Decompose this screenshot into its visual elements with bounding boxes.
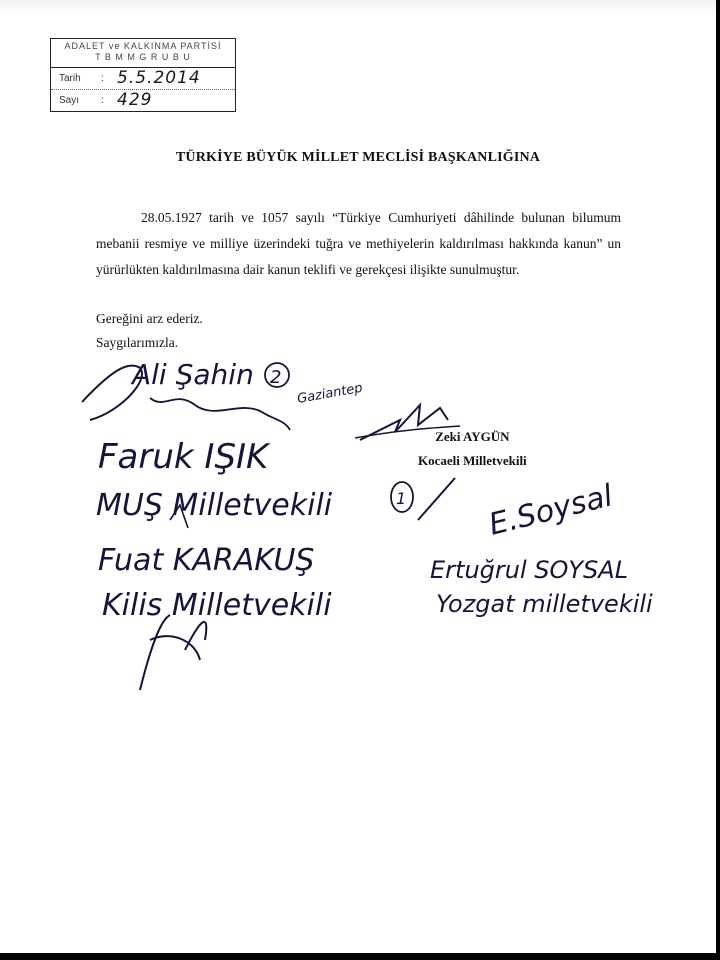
stamp-date-label: Tarih [59,73,81,84]
sig-2-title: MUŞ Milletvekili [96,488,333,523]
document-title: TÜRKİYE BÜYÜK MİLLET MECLİSİ BAŞKANLIĞINA [175,150,541,165]
signer-name: Zeki AYGÜN [435,429,510,444]
signer-title: Kocaeli Milletvekili [418,453,527,468]
sig-4-number: 1 [396,489,407,508]
signature-underline [355,426,460,438]
sig-1-city: Gaziantep [296,380,364,407]
stamp-number-label: Sayı [59,95,80,106]
signature-zeki-aygun [355,405,460,440]
stamp-colon: : [101,73,104,84]
signature-ali-sahin [82,358,364,430]
stamp-sub-line: T B M M G R U B U [95,52,191,62]
slash-mark [418,478,455,520]
signature-faruk-isik [96,437,333,528]
sig-4-title: Yozgat milletvekili [436,590,653,618]
closing-request: Gereğini arz ederiz. [96,311,203,326]
sig-3-name: Fuat KARAKUŞ [98,543,315,578]
signature-ertugrul-soysal [391,478,653,618]
sig-3-title: Kilis Milletvekili [102,588,332,623]
stamp-date-value: 5.5.2014 [117,68,201,88]
sig-1-number: 2 [270,367,282,388]
stamp-colon: : [101,95,104,106]
document-paragraph: 28.05.1927 tarih ve 1057 sayılı “Türkiye Cumhuriyeti dâhilinde bulunan bilumum mebanii resmiye ve milliye üzerindeki tuğra ve methiyelerin kaldırılması hakkında kanun” un yürürlükten kaldırılmasına dair kanun teklifi ve gerekçesi ilişikte sunulmuştur. [96,210,621,277]
signature-scribble [150,398,290,430]
closing-regards: Saygılarımızla. [96,335,179,350]
stamp-number-value: 429 [117,90,153,110]
sig-2-name: Faruk IŞIK [98,437,269,477]
sig-1-name: Ali Şahin [132,358,254,391]
sig-4-name: Ertuğrul SOYSAL [430,556,629,584]
signature-fuat-karakus [98,543,332,690]
stamp-party-line: ADALET ve KALKINMA PARTİSİ [64,41,222,51]
signature-mark [140,615,206,690]
sig-4-signature: E.Soysal [485,478,617,543]
